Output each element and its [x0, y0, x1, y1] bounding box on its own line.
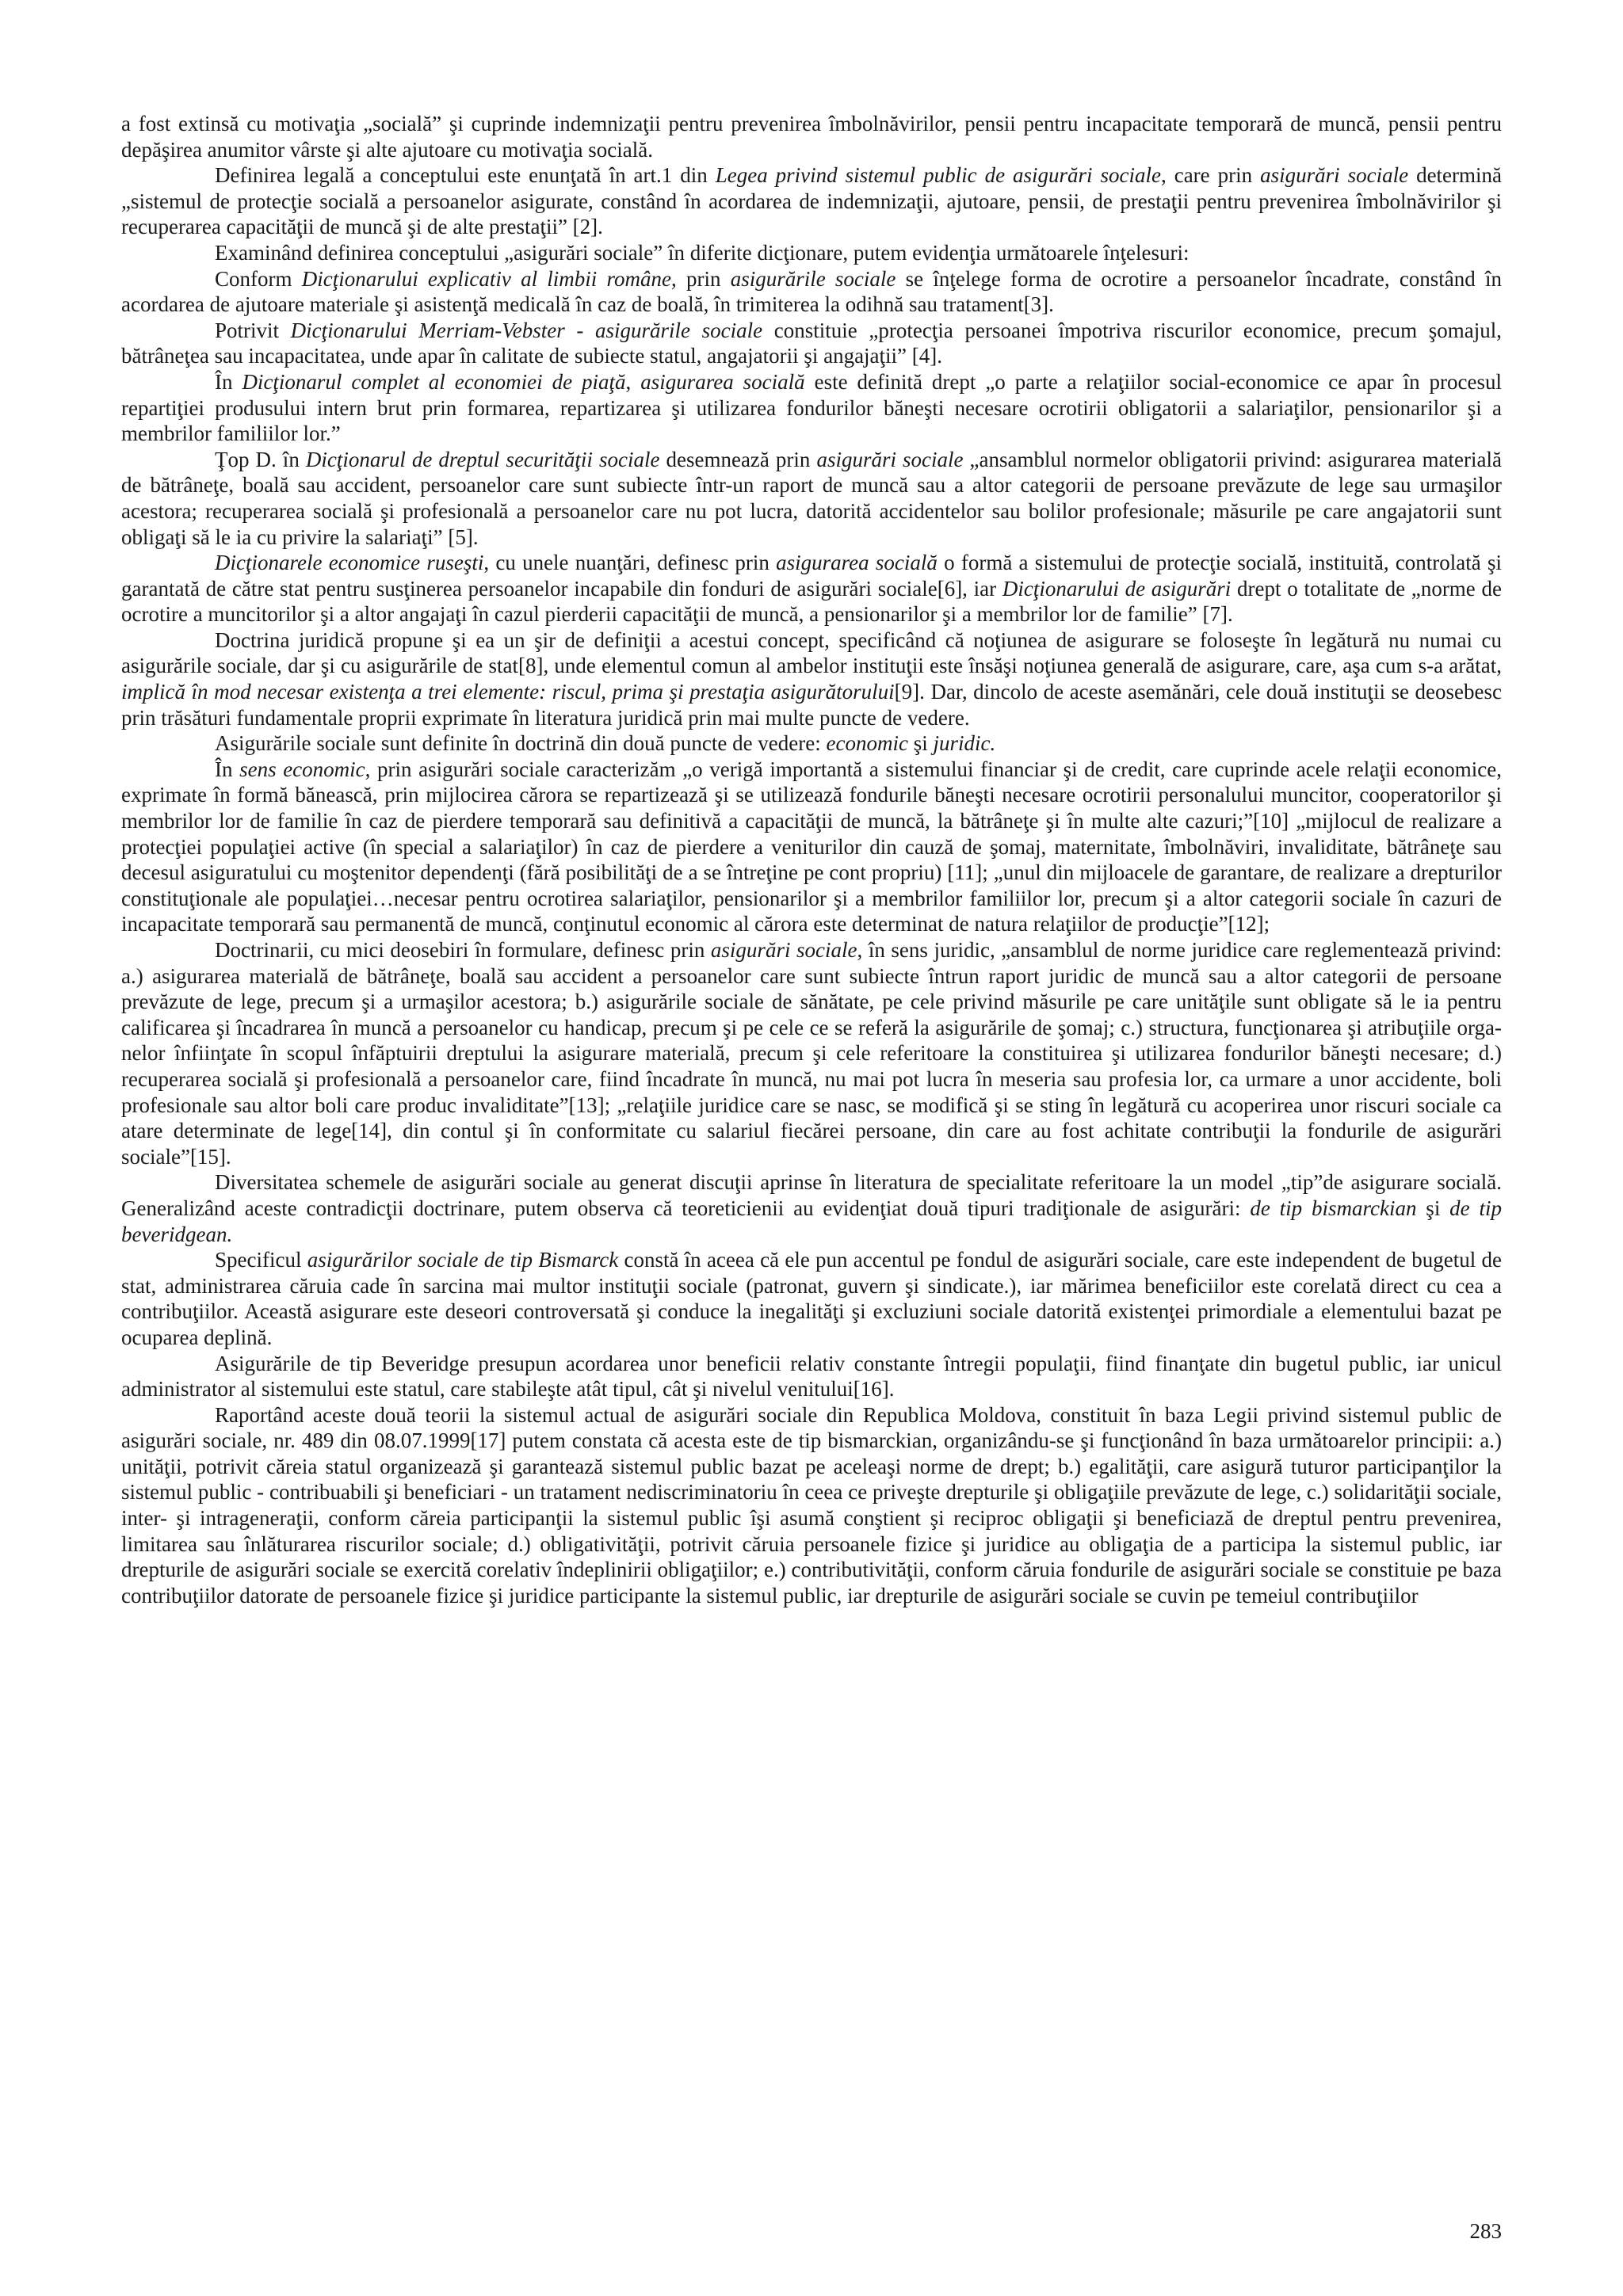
- text-run: drept o totalitate de „norme de ocrotire a muncitorilor şi a altor angajaţi în cazul pierderii capacităţii de muncă, a pensionarilor şi a membrilor lor de familie” [7].: [121, 576, 1502, 627]
- text-run: , cu unele nuanţări, definesc prin: [483, 551, 777, 575]
- text-run: Conform: [215, 266, 302, 291]
- italic-run: Dicţionarul complet al economiei de piaţă: [242, 369, 626, 394]
- italic-run: economic: [826, 731, 908, 756]
- italic-run: Dicţionarului explicativ al limbii române: [301, 266, 672, 291]
- italic-run: sens economic: [239, 757, 365, 781]
- italic-run: juridic.: [933, 731, 996, 756]
- text-run: Doctrinarii, cu mici deosebiri în formulare, definesc prin: [215, 938, 711, 962]
- italic-run: Dicţionarului Merriam-Vebster - asigurările sociale: [290, 318, 763, 342]
- text-run: , în sens juridic, „ansamblul de norme juridice care reglementează privind: a.) asigurarea materială de bătrâneţe, boală sau accident a persoanelor care sunt subiecte întrun raport juridic de muncă sau a altor categorii de persoane prevăzute de lege, precum şi a urmaşilor acestora; b.) asigurările sociale de sănătate, pe cele privind măsurile pe care unităţile sunt obligate să le ia pentru calificarea şi încadrarea în muncă a persoanelor cu handicap, precum şi pe cele ce se referă la asigurările de şomaj; c.) structura, funcţionarea şi atribuţiile organelor înfiinţate în scopul înfăptuirii dreptului la asigurare materială, precum şi cele referitoare la constituirea şi utilizarea fondurilor băneşti necesare; d.) recuperarea socială şi profesională a persoanelor care, fiind încadrate în muncă, nu mai pot lucra în meseria sau profesia lor, ca urmare a unor accidente, boli profesionale sau altor boli care produc invaliditate”[13]; „relaţiile juridice care se nasc, se modifică şi se sting în legătură cu acoperirea unor riscuri sociale ca atare determinate de lege[14], din contul şi în conformitate cu salariul fiecărei persoane, din care au fost achitate contribuţii la fondurile de asigurări sociale”[15].: [121, 938, 1502, 1169]
- italic-run: asigurări sociale: [816, 447, 964, 471]
- text-run: se înţelege forma de ocrotire a persoanelor încadrate, constând în acordarea de ajutoare materiale şi asistenţă medicală în caz de boală, în trimiterea la odihnă sau tratament[3].: [121, 266, 1503, 317]
- paragraph: [121, 627, 1502, 730]
- article-body: [121, 111, 1502, 1608]
- italic-run: de tip bismarckian: [1250, 1196, 1417, 1220]
- text-run: În: [215, 369, 242, 394]
- text-run: Doctrina juridică propune şi ea un şir de definiţii a acestui concept, specificând că noţiunea de asigurare se foloseşte în legătură nu numai cu asigurările sociale, dar şi cu asigurările de stat[8], unde elementul comun al ambelor instituţii este însăşi noţiunea generală de asigurare, care, aşa cum s-a arătat,: [121, 627, 1502, 678]
- text-run: Potrivit: [215, 318, 291, 342]
- text-run: Diversitatea schemele de asigurări sociale au generat discuţii aprinse în literatura de specialitate referitoare la un model „tip”de asigurare socială. Generalizând aceste contradicţii doctrinare, putem observa că teoreticienii au evidenţiat două tipuri tradiţionale de asigurări:: [121, 1170, 1502, 1220]
- text-run: , prin asigurări sociale caracterizăm „o verigă importantă a sistemului financiar şi de credit, care cuprinde acele relaţii economice, exprimate în formă bănească, prin mijlocirea cărora se repartizează şi se utilizează fondurile băneşti necesare ocrotirii personalului muncitor, cooperatorilor şi membrilor lor de familie în caz de pierdere temporară sau definitivă a capacităţii de muncă, la bătrâneţe şi în multe alte cazuri;”[10] „mijlocul de realizare a protecţiei populaţiei active (în special a salariaţilor) în caz de pierdere a veniturilor din cauză de şomaj, maternitate, îmbolnăviri, invaliditate, bătrâneţe sau decesul asiguratului cu moştenitor dependenţi (fără posibilităţi de a se întreţine pe cont propriu) [11]; „unul din mijloacele de garantare, de realizare a drepturilor constituţionale ale populaţiei…necesar pentru ocrotirea salariaţilor, pensionarilor şi a membrilor familiilor lor, precum şi a altor categorii sociale în cazuri de incapacitate temporară sau permanentă de muncă, conţinutul economic al cărora este determinat de natura relaţiilor de producţie”[12];: [121, 757, 1503, 936]
- italic-run: asigurarea socială: [776, 551, 938, 575]
- italic-run: asigurări sociale: [1260, 163, 1409, 188]
- text-run: Asigurările sociale sunt definite în doctrină din două puncte de vedere:: [215, 731, 827, 756]
- paragraph: [121, 1351, 1502, 1402]
- text-run: desemnează prin: [659, 447, 817, 471]
- paragraph: [121, 730, 1502, 757]
- italic-run: Dicţionarele economice ruseşti: [215, 551, 484, 575]
- italic-run: implică în mod necesar existenţa a trei elemente: riscul, prima şi prestaţia asigurătorului: [121, 680, 895, 704]
- paragraph: [121, 240, 1502, 266]
- text-run: este definită drept „o parte a relaţiilor social-economice ce apar în procesul repartiţiei produsului intern brut prin formarea, repartizarea şi utilizarea fondurilor băneşti necesare ocrotirii obligatorii a salariaţilor, pensionarilor şi a membrilor familiilor lor.”: [121, 369, 1503, 446]
- page-number: 283: [1469, 2219, 1502, 2243]
- italic-run: de tip beveridgean.: [121, 1196, 1503, 1246]
- text-run: Raportând aceste două teorii la sistemul actual de asigurări sociale din Republica Moldova, constituit în baza Legii privind sistemul public de asigurări sociale, nr. 489 din 08.07.1999[17] putem constata că acesta este de tip bismarckian, organizându-se şi funcţionând în baza următoarelor principii: a.) unităţii, potrivit căreia statul organizează şi garantează sistemul public bazat pe aceleaşi norme de drept; b.) egalităţii, care asigură tuturor participanţilor la sistemul public - contribuabili şi beneficiari - un tratament nediscriminatoriu în ceea ce priveşte drepturile şi obligaţiile prevăzute de lege, c.) solidarităţii sociale, inter- şi intrageneraţii, conform căreia participanţii la sistemul public îşi asumă conştient şi reciproc obligaţii şi beneficiază de dreptul pentru prevenirea, limitarea sau înlăturarea riscurilor sociale; d.) obligativităţii, potrivit căruia persoanele fizice şi juridice au obligaţia de a participa la sistemul public, iar drepturile de asigurări sociale se exercită corelativ îndeplinirii obligaţiilor; e.) contributivităţii, conform căruia fondurile de asigurări sociale se constituie pe baza contribuţiilor datorate de persoanele fizice şi juridice participante la sistemul public, iar drepturile de asigurări sociale se cuvin pe temeiul contribuţiilor: [121, 1402, 1502, 1608]
- paragraph: [121, 266, 1502, 318]
- text-run: În: [215, 757, 240, 781]
- text-run: şi: [1416, 1196, 1450, 1220]
- paragraph: [121, 757, 1502, 937]
- paragraph: [121, 162, 1502, 240]
- paragraph: [121, 447, 1502, 550]
- text-run: ,: [625, 369, 641, 394]
- text-run: determină „sistemul de protecţie socială a persoanelor asigurate, constând în acordarea de indemnizaţii, ajutoare, pensii, de prestaţii pentru prevenirea îmbolnăvirilor şi recuperarea capacităţii de muncă şi de alte prestaţii” [2].: [121, 163, 1503, 239]
- text-run: Asigurările de tip Beveridge presupun acordarea unor beneficii relativ constante întregii populaţii, fiind finanţate din bugetul public, iar unicul administrator al sistemului este statul, care stabileşte atât tipul, cât şi nivelul venitului[16].: [121, 1351, 1502, 1402]
- paragraph: [121, 1402, 1502, 1609]
- text-run: constituie „protecţia persoanei împotriva riscurilor economice, precum şomajul, bătrâneţea sau incapacitatea, unde apar în calitate de subiecte statul, angajatorii şi angajaţii” [4].: [121, 318, 1502, 368]
- text-run: , prin: [671, 266, 731, 291]
- italic-run: asigurări sociale: [710, 938, 857, 962]
- text-run: constă în aceea că ele pun accentul pe fondul de asigurări sociale, care este independent de bugetul de stat, administrarea căruia cade în sarcina mai multor instituţii sociale (patronat, guvern şi sindicate.), iar mărimea beneficiilor este corelată direct cu cea a contribuţiilor. Această asigurare este deseori controversată şi conduce la inegalităţi şi excluziuni sociale datorită existenţei primordiale a elementului bazat pe ocuparea deplină.: [121, 1248, 1502, 1349]
- paragraph: [121, 1247, 1502, 1350]
- text-run: „ansamblul normelor obligatorii privind: asigurarea materială de bătrâneţe, boală sau accident, persoanelor care sunt subiecte într-un raport de muncă sau a altor categorii de persoane prevăzute de lege sau urmaşilor acestora; recuperarea socială şi profesională a persoanelor care nu pot lucra, datorită accidentelor sau bolilor profesionale; măsurile pe care angajatorii sunt obligaţi să le ia cu privire la salariaţi” [5].: [121, 447, 1502, 549]
- text-run: Examinând definirea conceptului „asigurări sociale” în diferite dicţionare, putem evidenţia următoarele înţelesuri:: [215, 240, 1190, 265]
- italic-run: asigurările sociale: [730, 266, 896, 291]
- text-run: o formă a sistemului de protecţie socială, instituită, controlată şi garantată de către stat pentru susţinerea persoanelor incapabile din fonduri de asigurări sociale[6], iar: [121, 551, 1503, 601]
- paragraph: [121, 369, 1502, 447]
- text-run: Specificul: [215, 1248, 307, 1272]
- italic-run: Dicţionarul de dreptul securităţii sociale: [305, 447, 660, 471]
- italic-run: asigurarea socială: [640, 369, 805, 394]
- paragraph: [121, 937, 1502, 1169]
- paragraph: [121, 550, 1502, 627]
- text-run: Ţop D. în: [215, 447, 306, 471]
- text-run: Definirea legală a conceptului este enunţată în art.1 din: [215, 163, 716, 188]
- paragraph: [121, 111, 1502, 162]
- text-run: [9]. Dar, dincolo de aceste asemănări, cele două instituţii se deosebesc prin trăsături fundamentale proprii exprimate în literatura juridică prin mai multe puncte de vedere.: [121, 680, 1502, 730]
- paragraph: [121, 1169, 1502, 1247]
- text-run: şi: [907, 731, 934, 756]
- text-run: , care prin: [1161, 163, 1261, 188]
- italic-run: asigurărilor sociale de tip Bismarck: [307, 1248, 619, 1272]
- text-run: a fost extinsă cu motivaţia „socială” şi cuprinde indemnizaţii pentru prevenirea îmbolnăvirilor, pensii pentru incapacitate temporară de muncă, pensii pentru depăşirea anumitor vârste şi alte ajutoare cu motivaţia socială.: [121, 112, 1502, 162]
- italic-run: Legea privind sistemul public de asigurări sociale: [715, 163, 1161, 188]
- italic-run: Dicţionarului de asigurări: [1002, 576, 1232, 601]
- paragraph: [121, 318, 1502, 369]
